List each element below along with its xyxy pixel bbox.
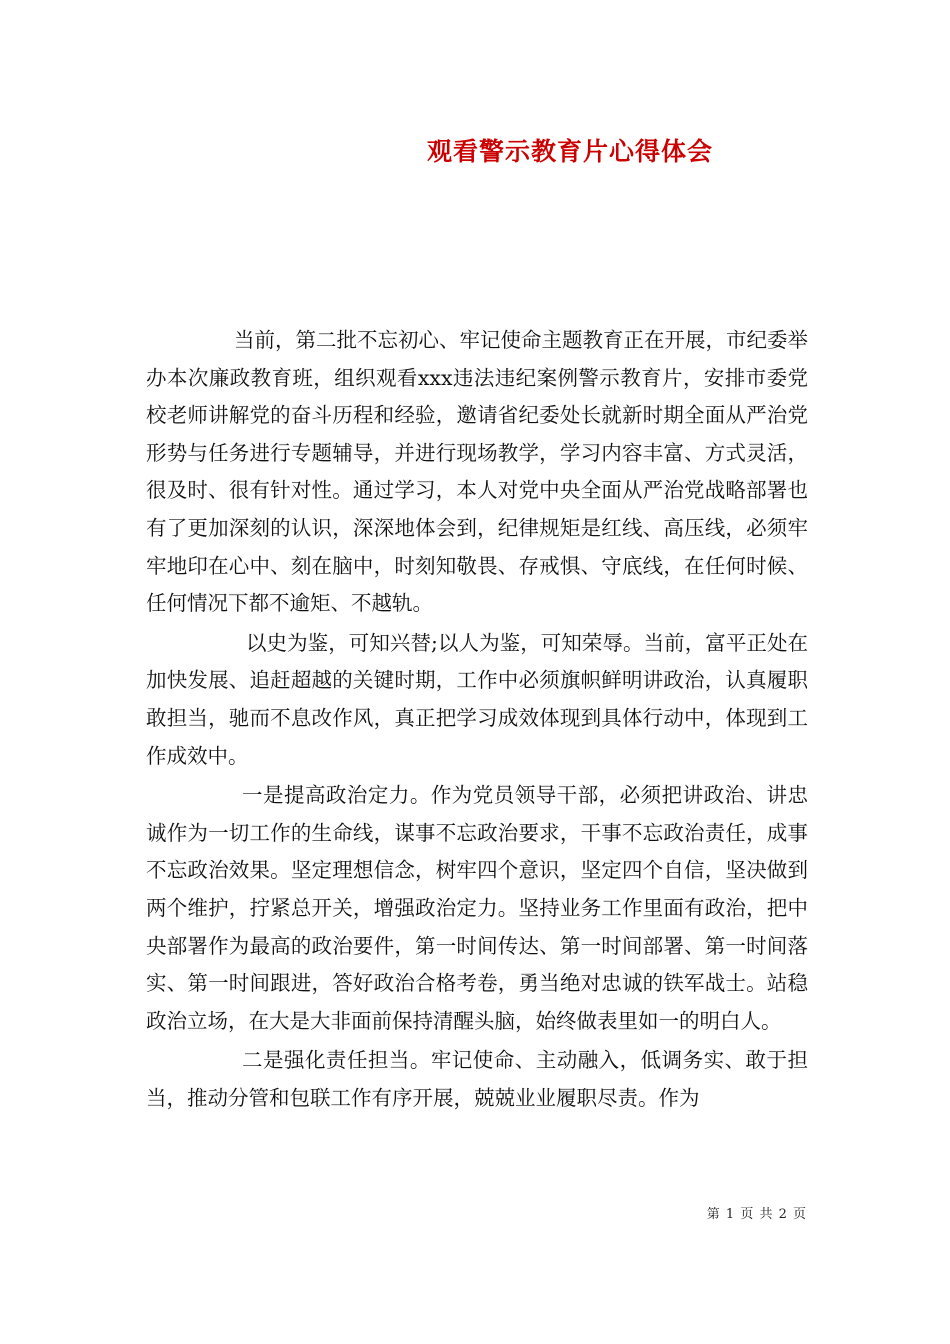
paragraph-1: 当前，第二批不忘初心、牢记使命主题教育正在开展，市纪委举办本次廉政教育班，组织观看xxx违法违纪案例警示教育片，安排市委党校老师讲解党的奋斗历程和经验，邀请省纪委处长就新时期全面从严治党形势与任务进行专题辅导，并进行现场教学，学习内容丰富、方式灵活，很及时、很有针对性。通过学习，本人对党中央全面从严治党战略部署也有了更加深刻的认识，深深地体会到，纪律规矩是红线、高压线，必须牢牢地印在心中、刻在脑中，时刻知敬畏、存戒惧、守底线，在任何时候、任何情况下都不逾矩、不越轨。 [146, 328, 808, 616]
document-title: 观看警示教育片心得体会 [426, 137, 713, 166]
paragraph-3: 一是提高政治定力。作为党员领导干部，必须把讲政治、讲忠诚作为一切工作的生命线，谋事不忘政治要求，干事不忘政治责任，成事不忘政治效果。坚定理想信念，树牢四个意识，坚定四个自信，坚决做到两个维护，拧紧总开关，增强政治定力。坚持业务工作里面有政治，把中央部署作为最高的政治要件，第一时间传达、第一时间部署、第一时间落实、第一时间跟进，答好政治合格考卷，勇当绝对忠诚的铁军战士。站稳政治立场，在大是大非面前保持清醒头脑，始终做表里如一的明白人。 [146, 783, 808, 1033]
paragraph-4: 二是强化责任担当。牢记使命、主动融入，低调务实、敢于担当，推动分管和包联工作有序开展，兢兢业业履职尽责。作为 [146, 1048, 808, 1110]
page-number: 第 1 页 共 2 页 [706, 1207, 807, 1222]
paragraph-2: 以史为鉴，可知兴替;以人为鉴，可知荣辱。当前，富平正处在加快发展、追赶超越的关键时期，工作中必须旗帜鲜明讲政治，认真履职敢担当，驰而不息改作风，真正把学习成效体现到具体行动中，体现到工作成效中。 [146, 630, 808, 768]
document-body [146, 322, 808, 1119]
